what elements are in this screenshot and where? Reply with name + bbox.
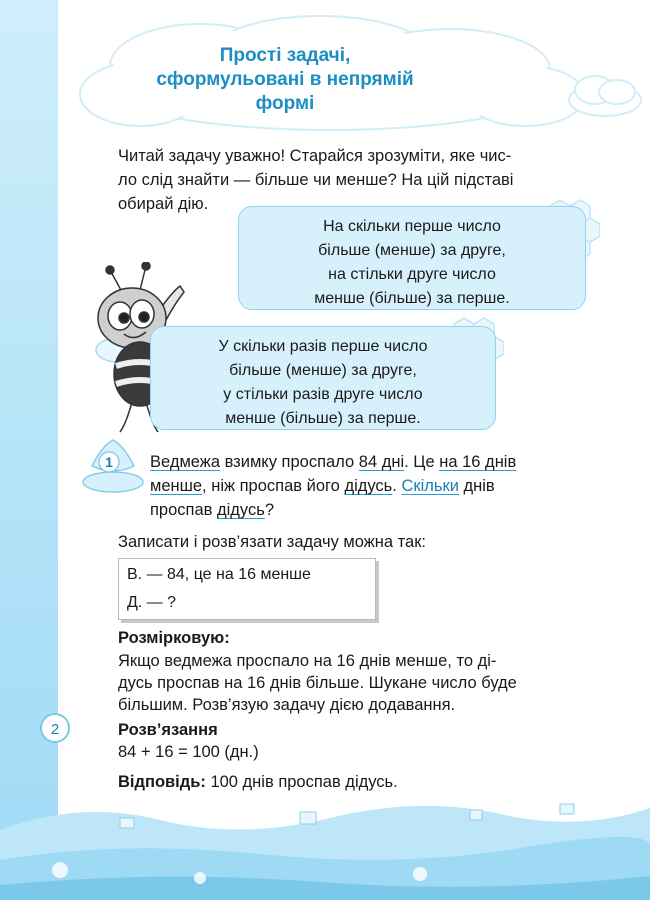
rule-line: на стільки друге число	[328, 266, 496, 283]
task-text-part: проспав	[150, 501, 217, 519]
rule-line: менше (більше) за перше.	[225, 410, 421, 427]
answer-text: 100 днів проспав дідусь.	[205, 773, 398, 791]
rule-line: більше (менше) за друге,	[229, 362, 417, 379]
rule-line: менше (більше) за перше.	[314, 290, 510, 307]
task-text	[150, 450, 600, 522]
rule-line: У скільки разів перше число	[218, 338, 428, 355]
left-decorative-strip	[0, 0, 58, 900]
rule-line: більше (менше) за друге,	[318, 242, 506, 259]
note-line: Д. — ?	[127, 594, 177, 611]
solution-expression: 84 + 16 = 100 (дн.)	[118, 743, 259, 761]
underlined-word: дідусь	[344, 477, 393, 495]
footer-landscape-illustration	[0, 790, 650, 900]
short-note-box	[118, 558, 376, 620]
underlined-word: менше	[150, 477, 203, 495]
solution-heading: Розв’язання	[118, 721, 218, 739]
task-text-part: ?	[264, 501, 275, 519]
underlined-word: дідусь	[217, 501, 265, 519]
page-title	[105, 44, 465, 116]
rule-box-ratio	[150, 326, 496, 430]
underlined-word: 84 дні	[358, 453, 405, 471]
reasoning-line: дусь проспав на 16 днів більше. Шукане число буде	[118, 674, 517, 692]
reasoning-heading: Розмірковую:	[118, 629, 230, 647]
page-number: 2	[40, 713, 70, 743]
intro-line: обирай дію.	[118, 195, 209, 213]
task-text-part: взимку проспало	[220, 453, 359, 471]
note-line: В. — 84, це на 16 менше	[127, 566, 311, 583]
reasoning-line: Якщо ведмежа проспало на 16 днів менше, то ді-	[118, 652, 497, 670]
title-line: Прості задачі,	[219, 45, 351, 66]
task-number: 1	[105, 454, 113, 470]
intro-line: Читай задачу уважно! Старайся зрозуміти, яке чис-	[118, 147, 512, 165]
title-line: сформульовані в непрямій	[156, 69, 414, 90]
flower-number-badge	[82, 436, 144, 496]
answer-label: Відповідь:	[118, 773, 206, 791]
task-text-part: днів	[458, 477, 495, 495]
rule-line: у стільки разів друге число	[223, 386, 423, 403]
reasoning-line: більшим. Розв’язую задачу дією додавання.	[118, 696, 456, 714]
small-cloud	[565, 70, 645, 120]
underlined-word: Ведмежа	[150, 453, 220, 471]
rule-line: На скільки перше число	[323, 218, 501, 235]
underlined-word: Скільки	[401, 477, 459, 495]
title-line: формі	[255, 93, 315, 114]
reasoning-paragraph	[118, 650, 600, 716]
rule-box-difference	[238, 206, 586, 310]
underlined-word: на 16 днів	[439, 453, 517, 471]
task-text-part: , ніж проспав його	[202, 477, 345, 495]
write-intro: Записати і розв’язати задачу можна так:	[118, 533, 427, 551]
task-text-part: .	[392, 477, 402, 495]
intro-line: ло слід знайти — більше чи менше? На цій підставі	[118, 171, 514, 189]
task-text-part: . Це	[404, 453, 440, 471]
